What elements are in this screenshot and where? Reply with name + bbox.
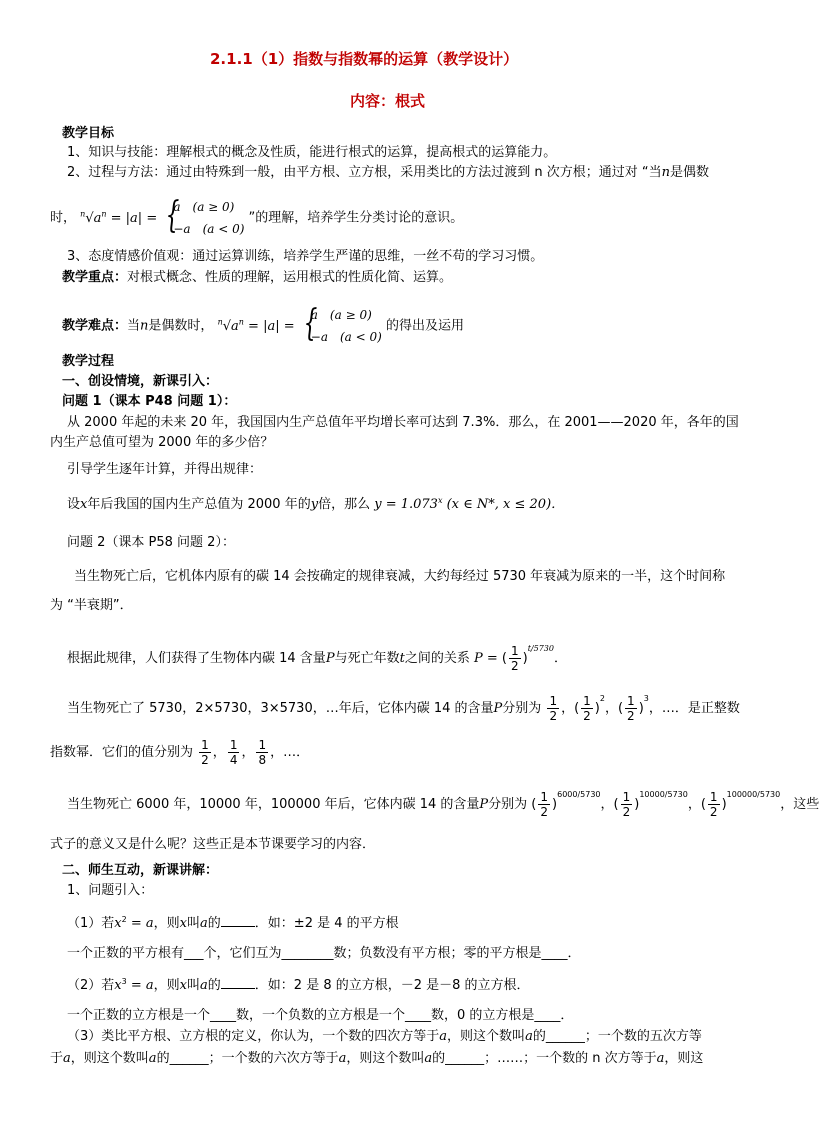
question-1-line2: 内生产总值可望为 2000 年的多少倍？	[50, 435, 274, 450]
goal-2-line1: 2、过程与方法：通过由特殊到一般，由平方根、立方根，采用类比的方法过渡到 n 次方根；通过对 “当n是偶数	[67, 165, 710, 180]
part-1-heading: 一、创设情境，新课引入：	[62, 374, 219, 389]
decay-relation: 根据此规律，人们获得了生物体内碳 14 含量P与死亡年数t之间的关系 P = ( $\frac{1}{2}$ )$^{t/5730}$．	[67, 644, 567, 673]
question-1-line1: 从 2000 年起的未来 20 年，我国国内生产总值年平均增长率可达到 7.3%．那么，在 2001——2020 年，各年的国	[67, 415, 739, 430]
decay-noninteger: 当生物死亡 6000 年，10000 年，100000 年后，它体内碳 14 的含量P分别为 ( $\frac{1}{2}$ )$^{6000/5730}$，( $\frac{1}{2}$ )$^{10000/5730}$，( $\frac{1}{2}$ )$^{100000/5730}$，这些	[67, 790, 819, 819]
question-2-line2: 为 “半衰期”．	[50, 598, 133, 613]
cube-root-def: （2）若$x^3 = a$，则x叫a的 ．如：2 是 8 的立方根，－2 是－8 的立方根．	[67, 977, 530, 993]
question-2-line1: 当生物死亡后，它机体内原有的碳 14 会按确定的规律衰减，大约每经过 5730 年衰减为原来的一半，这个时间称	[74, 569, 726, 584]
document-title: 2.1.1（1）指数与指数幂的运算（教学设计）	[210, 50, 519, 68]
goal-3: 3、态度情感价值观：通过运算训练，培养学生严谨的思维，一丝不苟的学习习惯。	[67, 249, 544, 264]
piecewise-formula: { a (a ≥ 0) −a (a < 0)	[165, 195, 245, 236]
growth-law: 设x年后我国的国内生产总值为 2000 年的y倍，那么 $y = 1.073^x$ (x ∈ N*, x ≤ 20)．	[67, 496, 565, 512]
difficult-points: 教学难点：当n是偶数时， $^n√a^n = |a|$ = { a (a ≥ 0) −a (a < 0) 的得出及运用	[62, 304, 464, 348]
key-points: 教学重点：对根式概念、性质的理解，运用根式的性质化简、运算。	[62, 270, 453, 285]
cube-root-facts: 一个正数的立方根是一个____数，一个负数的立方根是一个____数，0 的立方根是____．	[67, 1008, 574, 1023]
root-formula: $^n√a^n = |a|$ =	[80, 209, 158, 226]
question-1-heading: 问题 1（课本 P48 问题 1）：	[62, 394, 237, 409]
nth-root-line2: 于a，则这个数叫a的______；一个数的六次方等于a，则这个数叫a的______；……；一个数的 n 次方等于a，则这	[50, 1051, 704, 1066]
subsection-1: 1、问题引入：	[67, 883, 154, 898]
decay-values: 指数幂．它们的值分别为 $\frac{1}{2}$ ， $\frac{1}{4}$ ， $\frac{1}{8}$ ，…．	[50, 738, 310, 767]
square-root-facts: 一个正数的平方根有___个，它们互为________数；负数没有平方根；零的平方根是____．	[67, 946, 581, 961]
document-subtitle: 内容：根式	[350, 92, 426, 110]
decay-question: 式子的意义又是什么呢？这些正是本节课要学习的内容．	[50, 837, 376, 852]
goal-1: 1、知识与技能：理解根式的概念及性质，能进行根式的运算，提高根式的运算能力。	[67, 145, 557, 160]
section-heading-process: 教学过程	[62, 354, 115, 369]
piecewise-formula-2: { a (a ≥ 0) −a (a < 0)	[303, 303, 382, 344]
nth-root-line1: （3）类比平方根、立方根的定义，你认为，一个数的四次方等于a，则这个数叫a的______；一个数的五次方等	[67, 1029, 702, 1044]
question-2-heading: 问题 2（课本 P58 问题 2）：	[67, 535, 235, 550]
goal-2-line2: 时， $^n√a^n = |a|$ = { a (a ≥ 0) −a (a < 0) ”的理解，培养学生分类讨论的意识。	[50, 196, 463, 240]
section-heading-goals: 教学目标	[62, 126, 115, 141]
decay-integers: 当生物死亡了 5730，2×5730，3×5730，…年后，它体内碳 14 的含量P分别为 $\frac{1}{2}$ ，( $\frac{1}{2}$ )$^2$，( $\frac{1}{2}$ )$^3$，…．是正整数	[67, 694, 740, 723]
guide-text: 引导学生逐年计算，并得出规律：	[67, 462, 263, 477]
part-2-heading: 二、师生互动，新课讲解：	[62, 863, 219, 878]
square-root-def: （1）若$x^2 = a$，则x叫a的 ．如：±2 是 4 的平方根	[67, 915, 399, 931]
